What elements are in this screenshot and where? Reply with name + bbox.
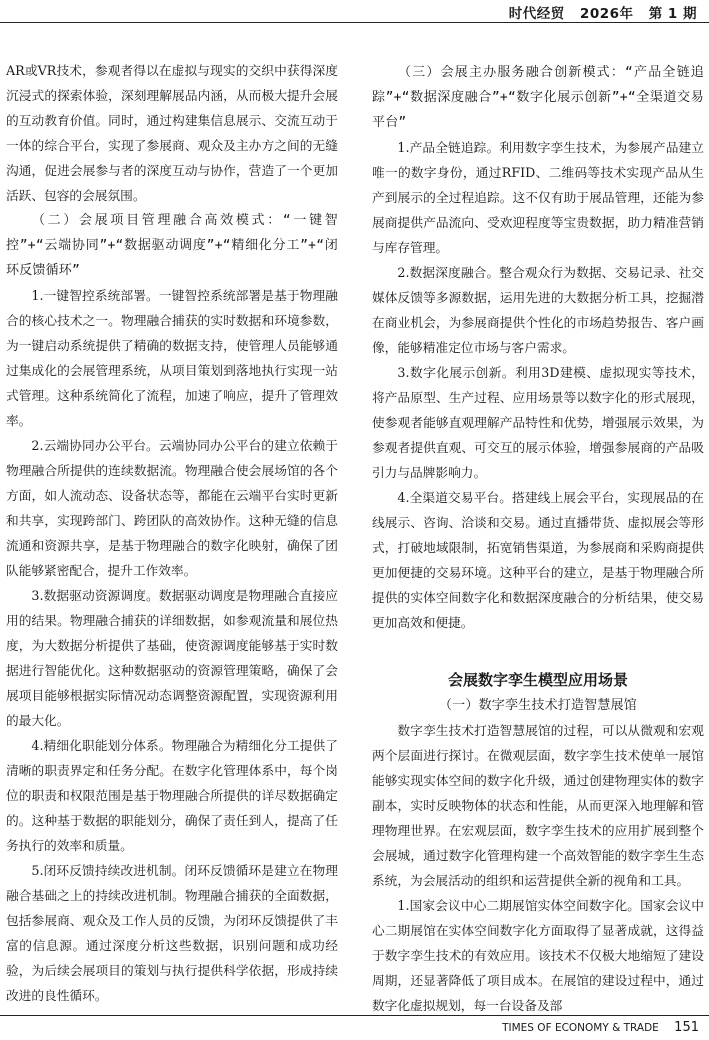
journal-english-name: TIMES OF ECONOMY & TRADE xyxy=(502,1022,659,1034)
paragraph: 2.云端协同办公平台。云端协同办公平台的建立依赖于物理融合所提供的连续数据流。物理融合使会展场馆的各个方面，如人流动态、设备状态等，都能在云端平台实时更新和共享，实现跨部门、跨团队的高效协作。这种无缝的信息流通和资源共享，是基于物理融合的数字化映射，确保了团队能够紧密配合，提升工作效率。 xyxy=(6,438,338,578)
page-footer xyxy=(0,1015,709,1040)
paragraph: 4.全渠道交易平台。搭建线上展会平台，实现展品的在线展示、咨询、洽谈和交易。通过直播带货、虚拟展会等形式，打破地域限制，拓宽销售渠道，为参展商和采购商提供更加便捷的交易环境。这种平台的建立，是基于物理融合所提供的实体空间数字化和数据深度融合的分析结果，使交易更加高效和便捷。 xyxy=(372,490,704,630)
issue-year: 2026年 xyxy=(579,6,634,22)
header-text xyxy=(499,2,697,22)
right-column xyxy=(372,60,704,1018)
paragraph: 4.精细化职能划分体系。物理融合为精细化分工提供了清晰的职责界定和任务分配。在数字化管理体系中，每个岗位的职责和权限范围是基于物理融合所提供的详尽数据确定的。这种基于数据的职能划分，确保了责任到人，提高了任务执行的效率和质量。 xyxy=(6,738,338,853)
footer-text xyxy=(502,1020,699,1035)
paragraph: 1.产品全链追踪。利用数字孪生技术，为参展产品建立唯一的数字身份，通过RFID、二维码等技术实现产品从生产到展示的全过程追踪。这不仅有助于展品管理，还能为参展商提供产品流向、受欢迎程度等宝贵数据，助力精准营销与库存管理。 xyxy=(372,140,704,255)
section-heading: 会展数字孪生模型应用场景 xyxy=(447,671,628,689)
paragraph: 3.数据驱动资源调度。数据驱动调度是物理融合直接应用的结果。物理融合捕获的详细数据，如参观流量和展位热度，为大数据分析提供了基础，使资源调度能够基于实时数据进行智能优化。这种数据驱动的资源管理策略，确保了会展项目能够根据实际情况动态调整资源配置，实现资源利用的最大化。 xyxy=(6,588,338,728)
subsection-heading: （三）会展主办服务融合创新模式：“产品全链追踪”+“数据深度融合”+“数字化展示创新”+“全渠道交易平台” xyxy=(372,65,704,130)
left-column xyxy=(6,58,338,1008)
subsection-heading: （二）会展项目管理融合高效模式：“一键智控”+“云端协同”+“数据驱动调度”+“精细化分工”+“闭环反馈循环” xyxy=(6,213,338,278)
subsection-heading: （一）数字孪生技术打造智慧展馆 xyxy=(438,698,637,713)
paragraph: 3.数字化展示创新。利用3D建模、虚拟现实等技术，将产品原型、生产过程、应用场景等以数字化的形式展现，使参观者能够直观理解产品特性和优势，增强展示效果，为参观者提供直观、可交互的展示体验，增强参展商的产品吸引力与品牌影响力。 xyxy=(372,365,704,480)
paragraph: 2.数据深度融合。整合观众行为数据、交易记录、社交媒体反馈等多源数据，运用先进的大数据分析工具，挖掘潜在商业机会，为参展商提供个性化的市场趋势报告、客户画像，能够精准定位市场与客户需求。 xyxy=(372,265,704,355)
paragraph: AR或VR技术，参观者得以在虚拟与现实的交织中获得深度沉浸式的探索体验，深刻理解展品内涵，从而极大提升会展的互动教育价值。同时，通过构建集信息展示、交流互动于一体的综合平台，实现了参展商、观众及主办方之间的无缝沟通，促进会展参与者的深度互动与协作，营造了一个更加活跃、包容的会展氛围。 xyxy=(6,63,338,203)
paragraph: 数字孪生技术打造智慧展馆的过程，可以从微观和宏观两个层面进行探讨。在微观层面，数字孪生技术使单一展馆能够实现实体空间的数字化升级，通过创建物理实体的数字副本，实时反映物体的状态和性能，从而更深入地理解和管理物理世界。在宏观层面，数字孪生技术的应用扩展到整个会展城，通过数字化管理构建一个高效智能的数字孪生生态系统，为会展活动的组织和运营提供全新的视角和工具。 xyxy=(372,723,704,888)
page-header xyxy=(0,0,709,23)
paragraph: 1.国家会议中心二期展馆实体空间数字化。国家会议中心二期展馆在实体空间数字化方面取得了显著成就，这得益于数字孪生技术的有效应用。该技术不仅极大地缩短了建设周期，还显著降低了项目成本。在展馆的建设过程中，通过数字化虚拟规划，每一台设备及部 xyxy=(372,898,704,1013)
paragraph: 1.一键智控系统部署。一键智控系统部署是基于物理融合的核心技术之一。物理融合捕获的实时数据和环境参数，为一键启动系统提供了精确的数据支持，使管理人员能够通过集成化的会展管理系统，从项目策划到落地执行实现一站式管理。这种系统简化了流程，加速了响应，提升了管理效率。 xyxy=(6,288,338,428)
issue-number: 第 1 期 xyxy=(648,6,697,22)
paragraph: 5.闭环反馈持续改进机制。闭环反馈循环是建立在物理融合基础之上的持续改进机制。物理融合捕获的全面数据，包括参展商、观众及工作人员的反馈，为闭环反馈提供了丰富的信息源。通过深度分析这些数据，识别问题和成功经验，为后续会展项目的策划与执行提供科学依据，形成持续改进的良性循环。 xyxy=(6,863,338,1003)
journal-name: 时代经贸 xyxy=(508,6,565,22)
page-number: 151 xyxy=(674,1020,699,1035)
